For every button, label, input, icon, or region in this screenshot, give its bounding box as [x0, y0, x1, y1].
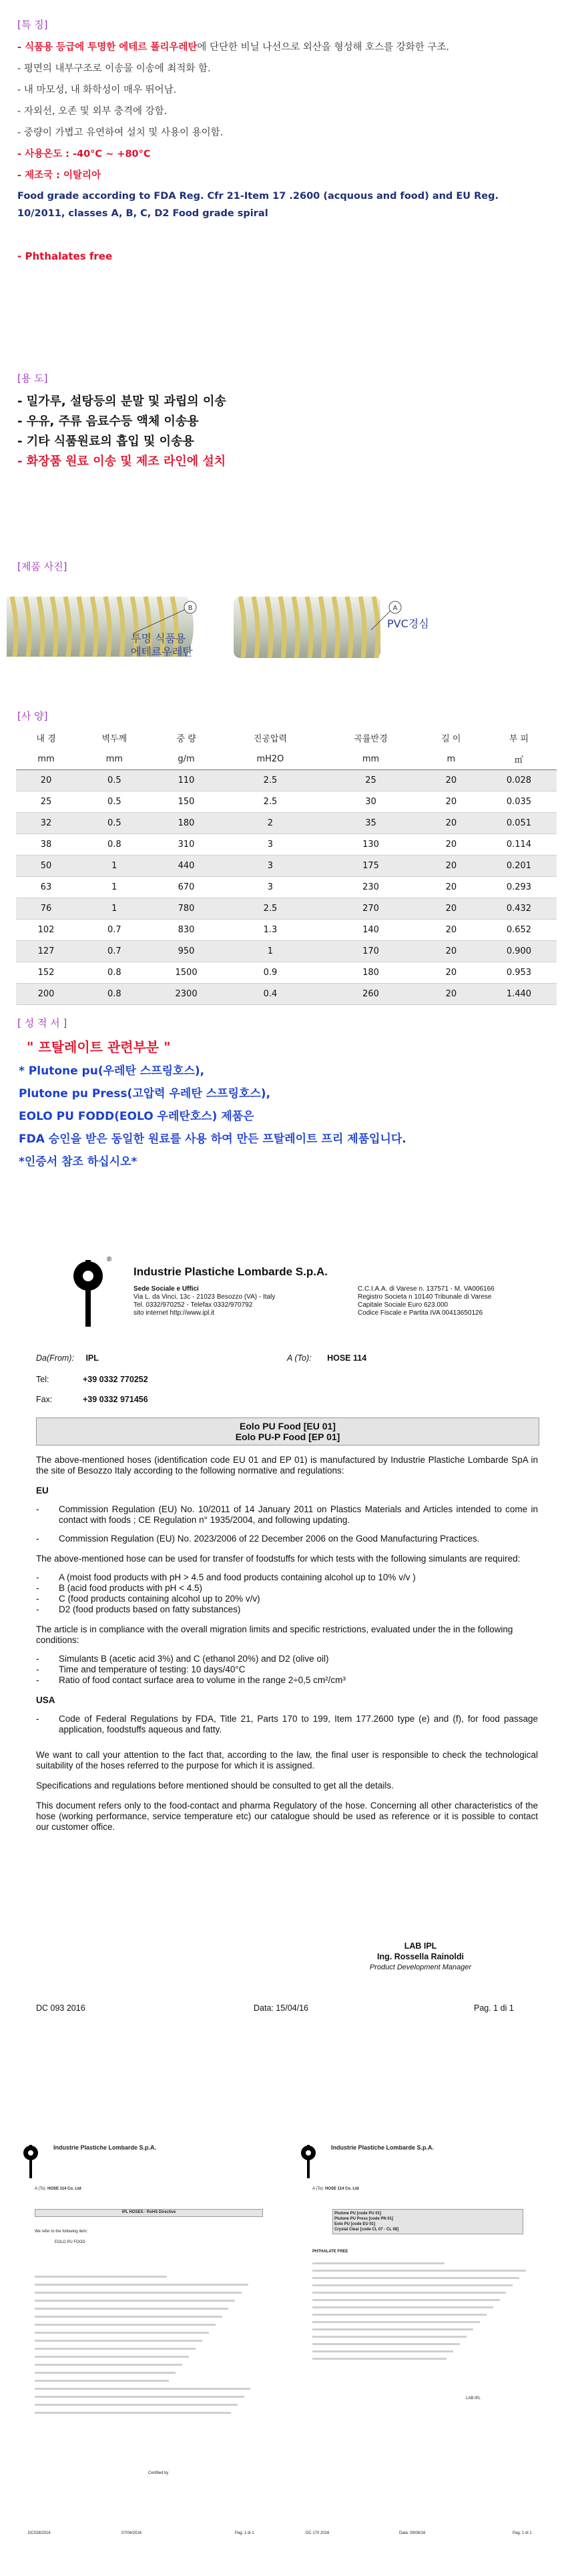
certs-line: FDA 승인을 받은 동일한 원료를 사용 하여 만든 프탈레이트 프리 제품입니다.	[19, 1133, 406, 1146]
table-cell: 150	[178, 797, 195, 807]
table-cell: 310	[178, 840, 195, 850]
usa-item: - Code of Federal Regulations by FDA, Title 21, Parts 170 to 199, Item 177.2600 type (e) and (f), for food passage application, foodstuffs aqueous and fatty.	[36, 1714, 538, 1734]
table-cell: 0.051	[481, 813, 557, 834]
photo-header: [제품 사진]	[17, 561, 67, 573]
table-cell: 1	[76, 898, 152, 920]
table-cell: 127	[16, 941, 76, 962]
feature-highlight: - 식품용 등급에 투명한 에테르 폴리우레탄	[17, 42, 198, 53]
table-cell: 2	[220, 813, 321, 834]
callout-a-text: PVC경심	[387, 617, 429, 630]
table-cell: 200	[16, 984, 76, 1005]
mini-left-line: We refer to the following item:	[35, 2230, 88, 2234]
feature-line	[17, 37, 574, 58]
subject-box	[36, 1417, 539, 1445]
table-cell: 0.432	[481, 898, 557, 920]
table-cell: 780	[152, 898, 220, 920]
eu-item-1-text: Commission Regulation (EU) No. 10/2011 of 14 January 2011 on Plastics Materials and Articles intended to come in contact with foods ; CE Regulation n° 1935/2004, and following updating.	[59, 1504, 538, 1525]
mini-right-head: PHTHALATE FREE	[312, 2250, 348, 2254]
spec-col-header: 진공압력	[253, 733, 288, 744]
sim-1: - A (moist food products with pH > 4.5 and food products containing alcohol up to 10% v/v )	[36, 1572, 416, 1582]
signature-block	[347, 1941, 494, 1973]
mini-left-box: IPL HOSES - RoHS Directive	[35, 2209, 263, 2217]
text-line-placeholder	[312, 2336, 467, 2338]
ipl-logo	[61, 1253, 115, 1333]
tel-value: +39 0332 770252	[83, 1375, 148, 1384]
certs-header: [ 성 적 서 ]	[17, 1017, 67, 1029]
spec-col-header: 중 량	[176, 733, 196, 744]
spec-col-unit: mm	[320, 748, 421, 770]
table-cell: 102	[37, 925, 55, 935]
table-row	[16, 834, 557, 856]
subject-line-2: Eolo PU-P Food [EP 01]	[235, 1431, 340, 1442]
tel-label: Tel:	[36, 1375, 49, 1384]
office-title: Sede Sociale e Uffici	[133, 1285, 199, 1293]
text-line-placeholder	[35, 2308, 228, 2310]
text-line-placeholder	[35, 2396, 244, 2398]
sim-3-text: C (food products containing alcohol up to 20% v/v)	[59, 1594, 260, 1604]
mini-left-logo	[17, 2142, 44, 2182]
text-line-placeholder	[312, 2284, 513, 2286]
letter-office	[133, 1285, 275, 1317]
table-cell: 1	[76, 856, 152, 877]
mini-left-footer-doc: DC028/2016	[28, 2531, 51, 2535]
table-cell: 130	[362, 840, 379, 850]
usage-list	[0, 392, 574, 472]
text-line-placeholder	[35, 2284, 248, 2286]
feature-line: - 중량이 가볍고 유연하여 설치 및 사용이 용이함.	[17, 127, 224, 138]
table-cell: 0.8	[107, 840, 121, 850]
text-line-placeholder	[312, 2350, 453, 2352]
office-phone: Tel. 0332/970252 - Telefax 0332/970792	[133, 1301, 253, 1309]
fax-label: Fax:	[36, 1395, 53, 1404]
mini-right-body	[312, 2262, 533, 2365]
mini-left-body	[35, 2276, 255, 2420]
text-line-placeholder	[312, 2358, 447, 2360]
text-line-placeholder	[35, 2404, 238, 2406]
table-cell: 1	[220, 941, 321, 962]
mini-left-to-value: HOSE 114 Co. Ltd	[47, 2187, 81, 2191]
certs-line: *인증서 참조 하십시오*	[19, 1155, 137, 1169]
eu-heading: EU	[36, 1486, 49, 1496]
para-intro: The above-mentioned hoses (identification code EU 01 and EP 01) is manufactured by Industrie Plastiche Lombarde SpA in the site of Besozzo Italy according to the following normative and regulations:	[36, 1455, 538, 1476]
table-cell: 20	[421, 813, 481, 834]
text-line-placeholder	[312, 2262, 445, 2264]
certs-lines	[19, 1060, 574, 1173]
eu-item-1: - Commission Regulation (EU) No. 10/2011 of 14 January 2011 on Plastics Materials and Articles intended to come in contact with foods ; CE Regulation n° 1935/2004, and following updating.	[36, 1504, 538, 1525]
to-value: HOSE 114	[327, 1353, 367, 1363]
text-line-placeholder	[35, 2276, 167, 2278]
office-address: Via L. da Vinci, 13c - 21023 Besozzo (VA) - Italy	[133, 1293, 276, 1301]
table-cell: 0.293	[506, 882, 532, 892]
cond-3: - Ratio of food contact surface area to volume in the range 2÷0,5 cm²/cm³	[36, 1675, 346, 1685]
sim-2: - B (acid food products with pH < 4.5)	[36, 1583, 202, 1593]
table-cell: 270	[320, 898, 421, 920]
sign-lab: LAB IPL	[404, 1941, 437, 1951]
usa-heading: USA	[36, 1695, 55, 1705]
table-cell: 20	[16, 770, 76, 791]
spec-col-header: 벽두께	[101, 733, 127, 744]
text-line-placeholder	[312, 2321, 480, 2323]
text-line-placeholder	[35, 2388, 250, 2390]
text-line-placeholder	[35, 2332, 209, 2334]
mini-right-box-1: Plutone PU [code PU 01]	[334, 2212, 382, 2216]
spec-table	[16, 727, 557, 1005]
table-cell: 0.028	[481, 770, 557, 791]
certs-line: * Plutone pu(우레탄 스프링호스),	[19, 1064, 205, 1078]
table-row	[16, 962, 557, 984]
table-cell: 670	[178, 882, 195, 892]
table-cell: 20	[445, 840, 457, 850]
para-responsibility: We want to call your attention to the fact that, according to the law, the final user is responsible to check the technological suitability of the hoses referred to the purpose for which it is assigned.	[36, 1750, 538, 1770]
cond-1-text: Simulants B (acetic acid 3%) and C (ethanol 20%) and D2 (olive oil)	[59, 1654, 329, 1664]
table-cell: 950	[152, 941, 220, 962]
table-cell: 110	[152, 770, 220, 791]
spec-col-unit: g/m	[152, 748, 220, 770]
usage-line: - 우유, 주류 음료수등 액체 이송용	[17, 414, 199, 428]
table-cell: 20	[421, 941, 481, 962]
para-simulants: The above-mentioned hose can be used for transfer of foodstuffs for which tests with the following simulants are required:	[36, 1554, 521, 1564]
table-cell: 2300	[152, 984, 220, 1005]
spec-col-unit: ㎥	[481, 748, 557, 770]
table-cell: 20	[421, 770, 481, 791]
text-line-placeholder	[35, 2324, 216, 2326]
sign-name: Ing. Rossella Rainoldi	[377, 1952, 464, 1961]
spec-column-headers	[16, 727, 557, 748]
fax-row	[36, 1395, 148, 1404]
table-cell: 0.652	[506, 925, 532, 935]
table-cell: 0.5	[76, 770, 152, 791]
mini-right-box-3: Eolo PU [code EU 01]	[334, 2222, 376, 2226]
usa-item-text: Code of Federal Regulations by FDA, Title 21, Parts 170 to 199, Item 177.2600 type (e) and (f), for food passage application, foodstuffs aqueous and fatty.	[59, 1714, 538, 1734]
spec-col-header: 길 이	[441, 733, 461, 744]
para-specifications: Specifications and regulations before mentioned should be consulted to get all the details.	[36, 1781, 394, 1791]
fax-value: +39 0332 971456	[83, 1395, 148, 1404]
sim-4-text: D2 (food products based on fatty substances)	[59, 1604, 241, 1614]
mini-right-box-2: Plutone PU Press [code PN 01]	[334, 2217, 394, 2221]
phthalates-free-text: - Phthalates free	[17, 250, 113, 262]
mini-left-company: Industrie Plastiche Lombarde S.p.A.	[53, 2144, 157, 2151]
table-cell: 63	[40, 882, 52, 892]
table-cell: 230	[362, 882, 379, 892]
table-cell: 20	[445, 797, 457, 807]
text-line-placeholder	[35, 2292, 242, 2294]
reg-line-4: Codice Fiscale e Partita IVA 00413650126	[358, 1309, 483, 1317]
hose-right	[234, 597, 380, 658]
usage-header: [용 도]	[17, 372, 48, 384]
feature-line: - 내 마모성, 내 화학성이 매우 뛰어남.	[17, 85, 177, 95]
table-row	[16, 941, 557, 962]
cond-2-text: Time and temperature of testing: 10 days/40°C	[59, 1664, 246, 1674]
table-cell: 2.5	[263, 797, 278, 807]
spec-col-header: 내 경	[36, 733, 56, 744]
tel-row	[36, 1375, 148, 1384]
table-cell: 20	[421, 856, 481, 877]
certs-section	[0, 1016, 574, 1173]
text-line-placeholder	[312, 2306, 493, 2308]
table-cell: 0.035	[506, 797, 532, 807]
mini-right-footer-doc: DC 170 2016	[306, 2531, 330, 2535]
from-value: IPL	[85, 1353, 99, 1363]
table-row	[16, 920, 557, 941]
subject-line-1: Eolo PU Food [EU 01]	[240, 1421, 336, 1431]
letter-body	[36, 1455, 538, 1833]
office-website: sito internet http://www.ipl.it	[133, 1309, 215, 1317]
table-cell: 20	[445, 968, 457, 978]
spec-col-header: 부 피	[509, 733, 529, 744]
sim-3: - C (food products containing alcohol up to 20% v/v)	[36, 1594, 260, 1604]
mini-left-footer-date: 07/04/2016	[121, 2531, 142, 2535]
callout-a-letter: A	[392, 605, 398, 612]
table-cell: 0.900	[481, 941, 557, 962]
table-cell: 20	[421, 898, 481, 920]
cond-3-text: Ratio of food contact surface area to volume in the range 2÷0,5 cm²/cm³	[59, 1675, 346, 1685]
text-line-placeholder	[312, 2299, 500, 2301]
fda-compliance-text: Food grade according to FDA Reg. Cfr 21-Item 17 .2600 (acquous and food) and EU Reg. 10/2011, classes A, B, C, D2 Food grade spiral	[17, 191, 499, 219]
spec-col-unit: m	[421, 748, 481, 770]
mini-right-logo	[295, 2142, 322, 2182]
table-cell: 170	[320, 941, 421, 962]
letter-registry	[358, 1285, 495, 1317]
letter-company: Industrie Plastiche Lombarde S.p.A.	[133, 1265, 328, 1278]
callout-b-text-2: 에테르우레탄	[131, 645, 193, 658]
usage-line: - 밀가루, 설탕등의 분말 및 과립의 이송	[17, 394, 226, 408]
table-cell: 1	[111, 882, 117, 892]
table-cell: 30	[365, 797, 376, 807]
mini-right-to: A (To): HOSE 114 Co. Ltd	[312, 2187, 359, 2191]
cond-2: - Time and temperature of testing: 10 days/40°C	[36, 1664, 246, 1674]
table-cell: 0.114	[506, 840, 532, 850]
letter-footer-doc: DC 093 2016	[36, 2003, 85, 2013]
text-line-placeholder	[35, 2372, 176, 2374]
table-cell: 140	[362, 925, 379, 935]
table-cell: 20	[421, 984, 481, 1005]
table-cell: 175	[320, 856, 421, 877]
mini-right-sign: LAB IPL	[466, 2396, 481, 2400]
from-label: Da(From):	[36, 1353, 74, 1363]
letter-footer-date: Data: 15/04/16	[254, 2003, 309, 2013]
certs-line: EOLO PU FODD(EOLO 우레탄호스) 제품은	[19, 1110, 254, 1123]
table-cell: 0.953	[506, 968, 532, 978]
feature-rest: 에 단단한 비닐 나선으로 외산을 형성해 호스를 강화한 구조.	[197, 42, 450, 53]
text-line-placeholder	[312, 2270, 526, 2272]
mini-left-sign: Certified by	[148, 2471, 169, 2475]
table-cell: 0.201	[481, 856, 557, 877]
table-cell: 440	[152, 856, 220, 877]
eu-item-2: - Commission Regulation (EU) No. 2023/2006 of 22 December 2006 on the Good Manufacturing Practices.	[36, 1534, 538, 1544]
certs-title: " 프탈레이트 관련부분 "	[27, 1039, 171, 1055]
callout-b-letter: B	[188, 605, 193, 612]
text-line-placeholder	[35, 2340, 202, 2342]
table-cell: 0.4	[220, 984, 321, 1005]
table-cell: 20	[445, 925, 457, 935]
table-cell: 25	[320, 770, 421, 791]
table-cell: 0.8	[76, 984, 152, 1005]
mini-right-to-value: HOSE 114 Co. Ltd	[325, 2187, 359, 2191]
svg-text:®: ®	[107, 1256, 112, 1263]
table-row	[16, 770, 557, 791]
table-cell: 76	[16, 898, 76, 920]
table-cell: 152	[37, 968, 55, 978]
table-row	[16, 877, 557, 898]
sign-title: Product Development Manager	[369, 1963, 472, 1971]
table-row	[16, 791, 557, 813]
spec-section	[0, 709, 574, 1005]
sim-2-text: B (acid food products with pH < 4.5)	[59, 1583, 202, 1593]
reg-line-3: Capitale Sociale Euro 623.000	[358, 1301, 449, 1309]
to-row	[287, 1353, 366, 1363]
table-cell: 1.3	[263, 925, 278, 935]
usage-section	[0, 371, 574, 472]
table-cell: 38	[40, 840, 52, 850]
table-cell: 0.5	[76, 813, 152, 834]
reg-line-1: C.C.I.A.A. di Varese n. 137571 - M. VA006166	[358, 1285, 495, 1293]
para-scope: This document refers only to the food-contact and pharma Regulatory of the hose. Concerning all other characteristics of the hose (working performance, service temperature etc) our catalogue should be used as reference or it is possible to contact our customer office.	[36, 1801, 538, 1832]
table-cell: 0.9	[263, 968, 278, 978]
mini-left-item: EOLO PU FOOD	[55, 2240, 85, 2244]
feature-line: - 제조국 : 이탈리아	[17, 170, 101, 181]
text-line-placeholder	[35, 2356, 189, 2358]
table-cell: 3	[267, 882, 274, 892]
spec-col-unit: mm	[16, 748, 76, 770]
features-list	[0, 37, 574, 186]
spec-header: [사 양]	[17, 710, 48, 722]
text-line-placeholder	[312, 2343, 460, 2345]
table-row	[16, 856, 557, 877]
text-line-placeholder	[312, 2314, 487, 2316]
spec-col-unit: mm	[76, 748, 152, 770]
usage-line: - 기타 식품원료의 흡입 및 이송용	[17, 434, 194, 448]
table-cell: 2.5	[220, 770, 321, 791]
table-cell: 180	[362, 968, 379, 978]
table-cell: 35	[320, 813, 421, 834]
text-line-placeholder	[35, 2300, 235, 2302]
text-line-placeholder	[35, 2348, 196, 2350]
feature-line: - 평면의 내부구조로 이송물 이송에 최적화 함.	[17, 63, 211, 74]
table-row	[16, 898, 557, 920]
spec-unit-row	[16, 748, 557, 770]
table-cell: 3	[220, 856, 321, 877]
eu-item-2-text: Commission Regulation (EU) No. 2023/2006 of 22 December 2006 on the Good Manufacturing Practices.	[59, 1534, 480, 1544]
text-line-placeholder	[35, 2412, 231, 2414]
sim-1-text: A (moist food products with pH > 4.5 and food products containing alcohol up to 10% v/v )	[59, 1572, 416, 1582]
hose-photo	[0, 583, 574, 683]
mini-cert-right	[292, 2142, 559, 2556]
mini-left-footer-page: Pag. 1 di 1	[235, 2531, 254, 2535]
from-row	[36, 1353, 99, 1363]
table-cell: 1500	[175, 968, 198, 978]
table-cell: 20	[445, 882, 457, 892]
table-cell: 0.5	[107, 797, 121, 807]
table-cell: 32	[16, 813, 76, 834]
table-cell: 50	[16, 856, 76, 877]
mini-right-company: Industrie Plastiche Lombarde S.p.A.	[331, 2144, 435, 2151]
table-cell: 1.440	[481, 984, 557, 1005]
mini-right-footer-page: Pag. 1 di 1	[513, 2531, 532, 2535]
table-cell: 2.5	[220, 898, 321, 920]
table-cell: 0.8	[107, 968, 121, 978]
spec-col-header: 곡률반경	[354, 733, 388, 744]
table-row	[16, 813, 557, 834]
sim-4: - D2 (food products based on fatty substances)	[36, 1604, 241, 1614]
mini-right-footer-date: Data: 09/08/16	[399, 2531, 426, 2535]
text-line-placeholder	[35, 2380, 169, 2382]
letter-footer-page: Pag. 1 di 1	[474, 2003, 514, 2013]
mini-right-box	[332, 2209, 523, 2234]
certificate-letter	[0, 1253, 574, 2094]
table-cell: 25	[40, 797, 52, 807]
table-cell: 0.7	[76, 941, 152, 962]
reg-line-2: Registro Societa n 10140 Tribunale di Varese	[358, 1293, 492, 1301]
photo-section	[0, 559, 574, 693]
table-cell: 0.7	[107, 925, 121, 935]
features-header: [특 징]	[17, 19, 48, 31]
table-row	[16, 984, 557, 1005]
para-compliance: The article is in compliance with the overall migration limits and specific restrictions, evaluated under the in the following conditions:	[36, 1624, 513, 1645]
mini-left-to: A (To): HOSE 114 Co. Ltd	[35, 2187, 81, 2191]
table-cell: 830	[178, 925, 195, 935]
spec-col-unit: mH2O	[220, 748, 321, 770]
text-line-placeholder	[312, 2328, 473, 2330]
feature-line: - 사용온도 : -40°C ~ +80°C	[17, 149, 151, 159]
table-cell: 180	[152, 813, 220, 834]
text-line-placeholder	[35, 2364, 182, 2366]
features-section	[0, 17, 574, 262]
mini-right-box-4: Crystal Clear [code CL 07 - CL 08]	[334, 2228, 399, 2232]
cond-1: - Simulants B (acetic acid 3%) and C (ethanol 20%) and D2 (olive oil)	[36, 1654, 329, 1664]
text-line-placeholder	[35, 2316, 222, 2318]
table-cell: 3	[267, 840, 274, 850]
callout-b-text-1: 투명 식품용	[131, 632, 186, 645]
text-line-placeholder	[312, 2277, 519, 2279]
feature-line: - 자외선, 오존 및 외부 충격에 강함.	[17, 106, 168, 117]
mini-cert-left	[15, 2142, 282, 2556]
usage-line: - 화장품 원료 이송 및 제조 라인에 설치	[17, 454, 226, 468]
certs-line: Plutone pu Press(고압력 우레탄 스프링호스),	[19, 1087, 271, 1100]
to-label: A (To):	[287, 1353, 312, 1363]
table-cell: 260	[320, 984, 421, 1005]
text-line-placeholder	[312, 2292, 506, 2294]
